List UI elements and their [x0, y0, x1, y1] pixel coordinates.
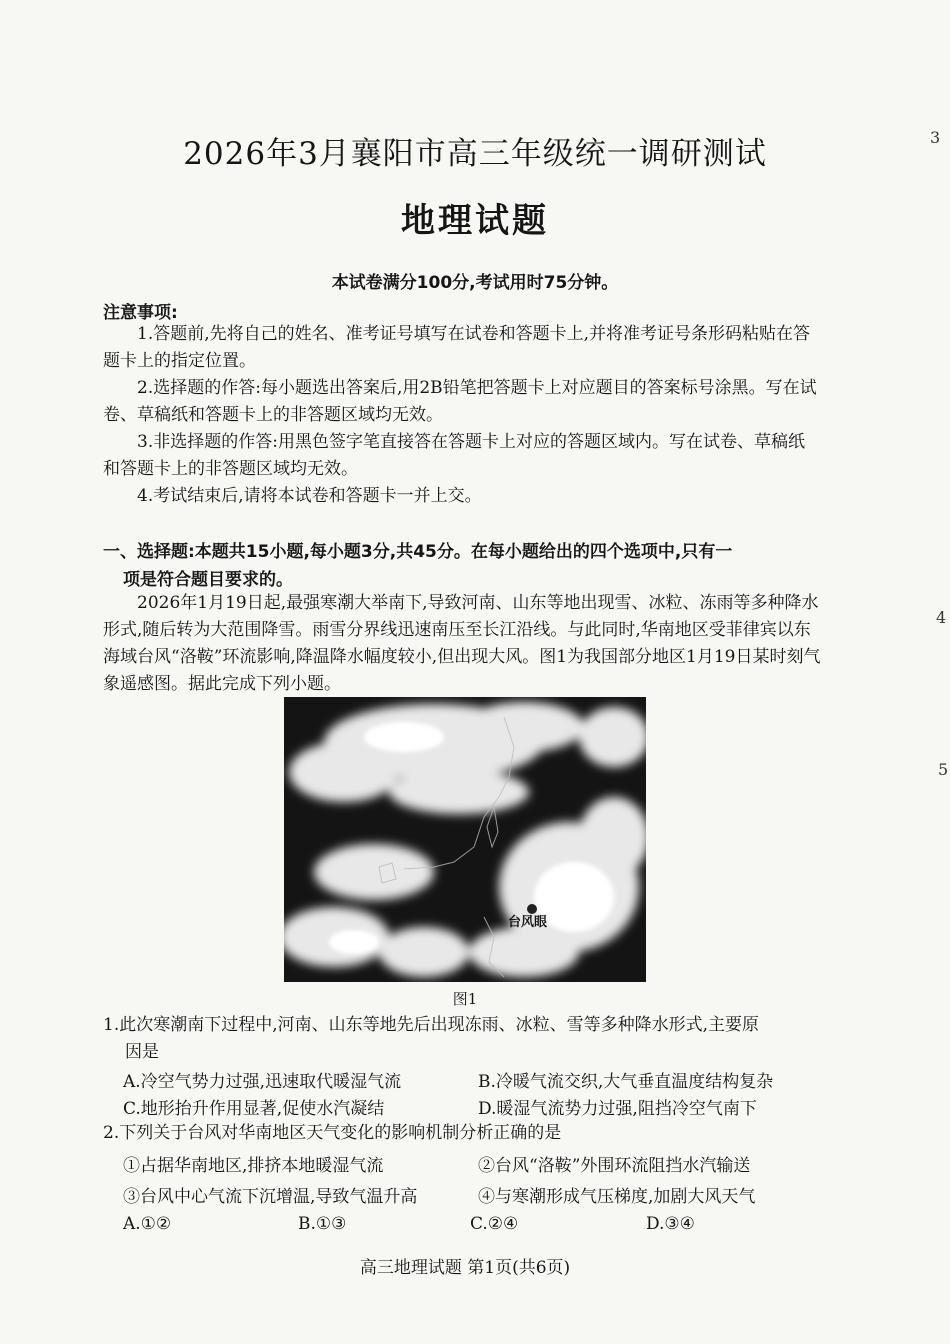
- section-line-1: 一、选择题:本题共15小题,每小题3分,共45分。在每小题给出的四个选项中,只有一: [103, 542, 733, 562]
- q1-option-b: B.冷暖气流交织,大气垂直温度结构复杂: [478, 1072, 774, 1092]
- section-heading: [103, 538, 823, 594]
- question-1-stem: [103, 1012, 833, 1066]
- notes-heading: 注意事项:: [103, 303, 178, 323]
- intro-text: 2026年1月19日起,最强寒潮大举南下,导致河南、山东等地出现雪、冰粒、冻雨等多种降水形式,随后转为大范围降雪。雨雪分界线迅速南压至长江沿线。与此同时,华南地区受菲律宾以东海域台风“洛鞍”环流影响,降温降水幅度较小,但出现大风。图1为我国部分地区1月19日某时刻气象遥感图。据此完成下列小题。: [103, 593, 821, 694]
- note-item: 3.非选择题的作答:用黑色签字笔直接答在答题卡上对应的答题区域内。写在试卷、草稿纸和答题卡上的非答题区域均无效。: [103, 432, 805, 479]
- typhoon-eye-label: 台风眼: [508, 915, 548, 930]
- note-item: 4.考试结束后,请将本试卷和答题卡一并上交。: [137, 486, 482, 506]
- q2-option-d: D.③④: [646, 1214, 695, 1234]
- exam-title: 2026年3月襄阳市高三年级统一调研测试: [183, 136, 767, 172]
- subject-title: 地理试题: [401, 201, 549, 241]
- q1-option-a: A.冷空气势力过强,迅速取代暖湿气流: [123, 1072, 402, 1092]
- q2-statement-1: ①占据华南地区,排挤本地暖湿气流: [123, 1156, 384, 1176]
- q1-stem-line-2: 因是: [125, 1042, 159, 1062]
- figure-caption: 图1: [452, 990, 478, 1008]
- notes-list: [103, 321, 821, 510]
- exam-meta: 本试卷满分100分,考试用时75分钟。: [331, 273, 619, 293]
- page-footer: 高三地理试题 第1页(共6页): [359, 1258, 571, 1278]
- q1-stem-line-1: 1.此次寒潮南下过程中,河南、山东等地先后出现冻雨、冰粒、雪等多种降水形式,主要原: [103, 1015, 760, 1035]
- note-item: 2.选择题的作答:每小题选出答案后,用2B铅笔把答题卡上对应题目的答案标号涂黑。写在试卷、草稿纸和答题卡上的非答题区域均无效。: [103, 378, 817, 425]
- q1-option-c: C.地形抬升作用显著,促使水汽凝结: [123, 1099, 385, 1119]
- q1-option-d: D.暖湿气流势力过强,阻挡冷空气南下: [478, 1099, 757, 1119]
- satellite-cloud-map: [284, 697, 646, 982]
- edge-mark: 3: [930, 128, 941, 147]
- q2-option-c: C.②④: [470, 1214, 519, 1234]
- question-intro: [103, 590, 823, 698]
- q2-statement-4: ④与寒潮形成气压梯度,加剧大风天气: [478, 1187, 756, 1207]
- q2-option-b: B.①③: [298, 1214, 347, 1234]
- question-2-stem: 2.下列关于台风对华南地区天气变化的影响机制分析正确的是: [103, 1123, 562, 1143]
- edge-mark: 4: [936, 608, 947, 627]
- edge-mark: 5: [938, 760, 949, 779]
- note-item: 1.答题前,先将自己的姓名、准考证号填写在试卷和答题卡上,并将准考证号条形码粘贴在答题卡上的指定位置。: [103, 324, 811, 371]
- q2-statement-2: ②台风“洛鞍”外围环流阻挡水汽输送: [478, 1156, 751, 1176]
- satellite-image: [284, 697, 646, 982]
- section-line-2: 项是符合题目要求的。: [123, 570, 293, 590]
- q2-statement-3: ③台风中心气流下沉增温,导致气温升高: [123, 1187, 418, 1207]
- q2-option-a: A.①②: [123, 1214, 172, 1234]
